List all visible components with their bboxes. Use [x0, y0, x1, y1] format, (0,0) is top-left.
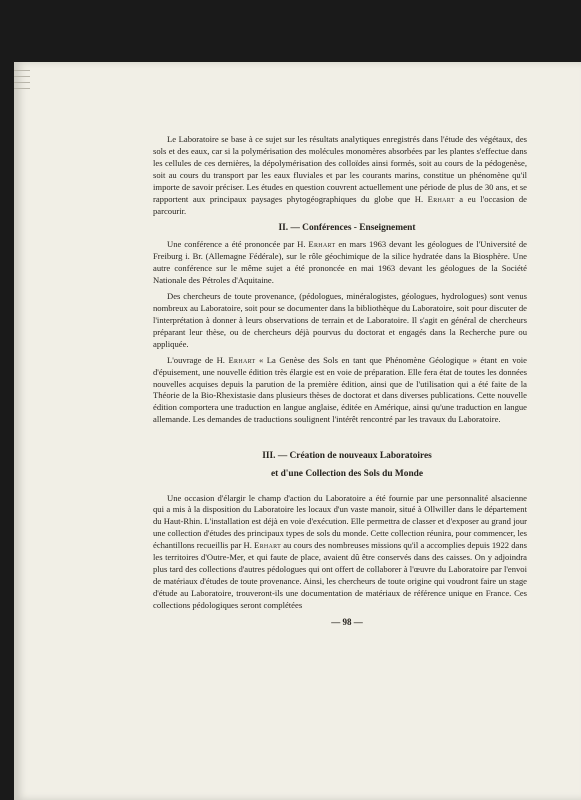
author-name: Erhart — [254, 540, 282, 551]
section-heading-3-line-2: et d'une Collection des Sols du Monde — [270, 468, 424, 479]
paragraph-3: Des chercheurs de toute provenance, (pédologues, minéralogistes, géologues, hydrologues) sont venus nombreux au Laboratoire, soit pour se documenter dans la bibliothèque du Laboratoire, soit pour discuter de l'interprétation à donner à leurs observations de terrain et de Laboratoire. Il s'agit en général de chercheurs préparant leur thèse, ou de chercheurs déjà pourvus du doctorat et engagés dans la Recherche pure ou appliquée. — [153, 290, 527, 349]
paragraph-5: Une occasion d'élargir le champ d'action du Laboratoire a été fournie par une personnalité alsacienne qui a mis à la disposition du Laboratoire les locaux d'un vaste manoir, situé à Ollwiller dans le département du Haut-Rhin. L'installation est déjà en voie d'exécution. Elle permettra de classer et d'exposer au grand jour une collection d'études des principaux types de sols du monde. Cette collection réunira, pour commencer, les échantillons recueillis par H. Erhart au cours des nombreuses missions qu'il a accomplies depuis 1922 dans les territoires d'Outre-Mer, et qui faute de place, avaient dû être conservés dans des caisses. On y adjoindra plus tard des collections d'autres pédologues qui ont offert de collaborer à l'œuvre du Laboratoire par l'envoi de matériaux d'études de toute provenance. Ainsi, les chercheurs de toute origine qui voudront faire un stage d'étude au Laboratoire, trouveront-ils une documentation de matériaux de référence unique en France. Ces collections pédologiques seront complétées — [153, 492, 527, 610]
page-edge-line — [14, 76, 30, 77]
author-name: Erhart — [228, 354, 256, 365]
section-heading-3 — [153, 450, 527, 481]
page-body — [153, 134, 527, 632]
page-number: — 98 — — [331, 616, 363, 627]
section-heading-3-line-1: III. — Création de nouveaux Laboratoires — [262, 451, 432, 462]
scanned-page — [14, 62, 581, 800]
paragraph-4: L'ouvrage de H. Erhart « La Genèse des Sols en tant que Phénomène Géologique » étant en voie d'épuisement, une nouvelle édition très élargie est en voie de préparation. Elle fera état de toutes les données nouvelles acquises depuis la parution de la première édition, ainsi que de l'utilisation qui a été faite de la Théorie de la Bio-Rhexistasie dans plusieurs thèses de doctorat et dans diverses publications. Cette nouvelle édition comportera une traduction en langue anglaise, éditée en Amérique, ainsi qu'une traduction en langue allemande. Les demandes de traductions soulignent l'intérêt rencontré par les travaux du Laboratoire. — [153, 354, 527, 425]
paragraph-2: Une conférence a été prononcée par H. Erhart en mars 1963 devant les géologues de l'Université de Freiburg i. Br. (Allemagne Fédérale), sur le rôle géochimique de la silice hydratée dans la Biosphère. Une autre conférence sur le même sujet a été prononcée en mai 1963 devant les géologues de la Société Nationale des Pétroles d'Aquitaine. — [153, 239, 527, 285]
author-name: Erhart — [427, 193, 455, 204]
section-heading-2: II. — Conférences - Enseignement — [278, 222, 416, 233]
page-edge-line — [14, 70, 30, 71]
paragraph-1: Le Laboratoire se base à ce sujet sur les résultats analytiques enregistrés dans l'étude des végétaux, des sols et des eaux, car si la polymérisation des molécules monomères absorbées par les plantes s'effectue dans les cellules de ces dernières, la dépolymérisation des colloïdes ainsi formés, soit au cours de la pédogenèse, soit au cours du transport par les eaux fluviales et par les courants marins, constitue un phénomène qu'il importe de savoir préciser. Les études en question couvrent actuellement une période de plus de 30 ans, et se rapportent aux principaux paysages phytogéographiques du globe que H. Erhart a eu l'occasion de parcourir. — [153, 134, 527, 216]
page-edge-line — [14, 82, 30, 83]
author-name: Erhart — [308, 239, 336, 250]
page-edge-line — [14, 88, 30, 89]
